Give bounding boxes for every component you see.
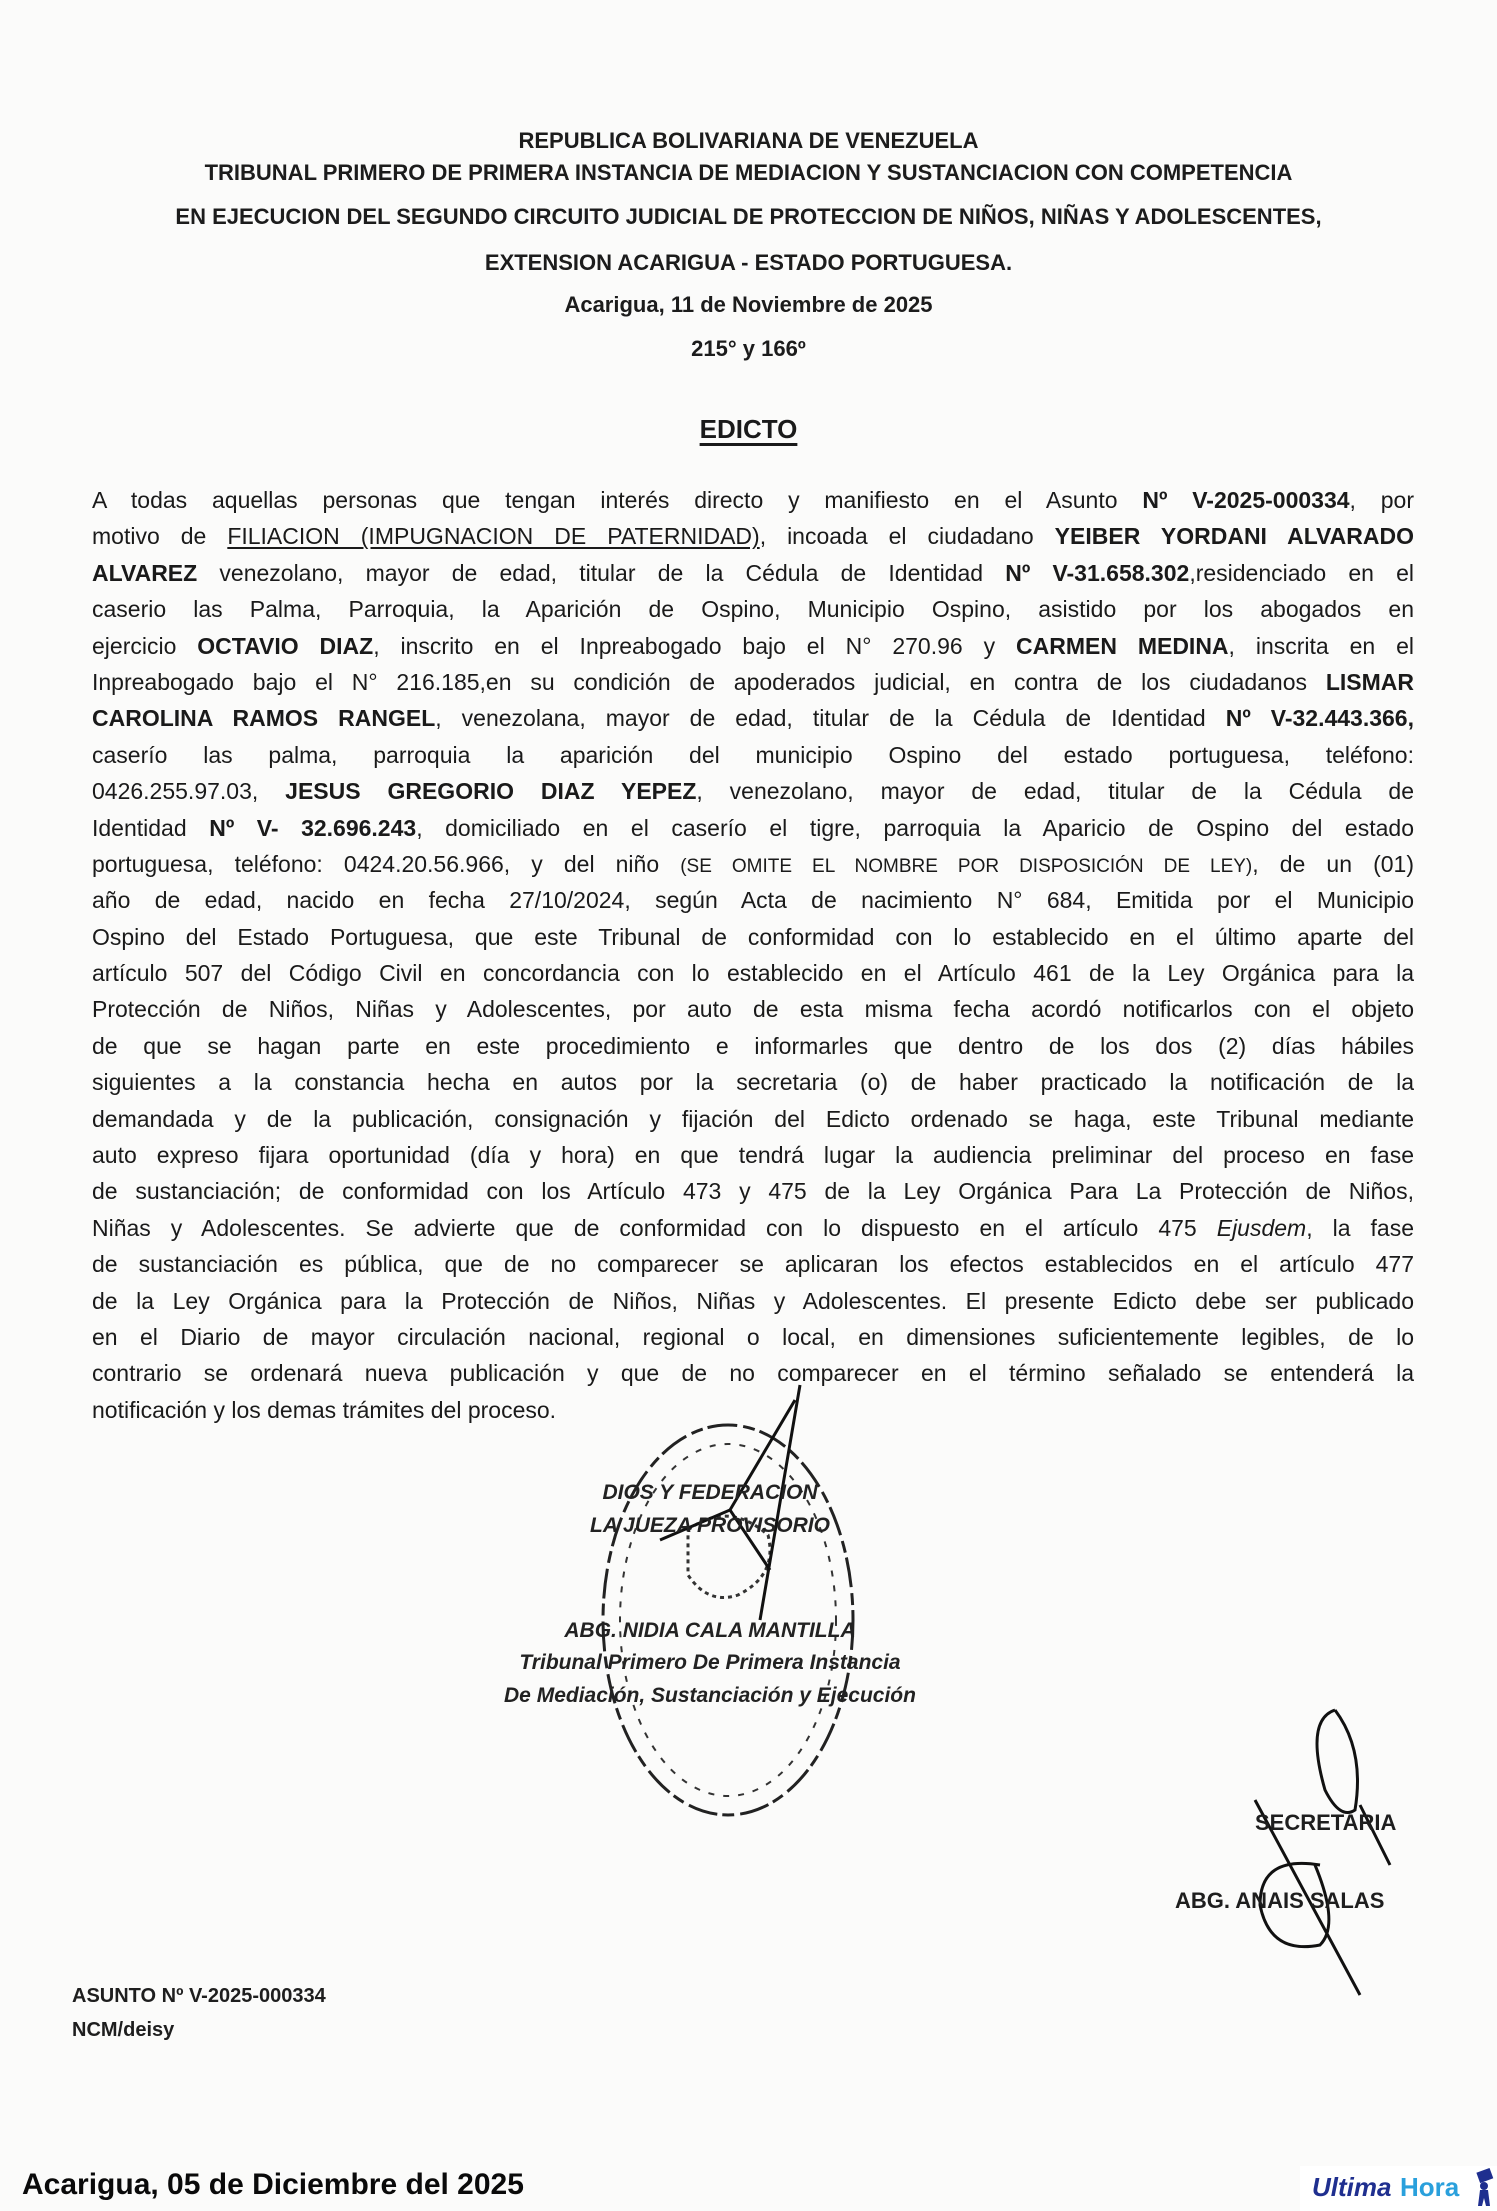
header-court-line1: TRIBUNAL PRIMERO DE PRIMERA INSTANCIA DE MEDIACION Y SUSTANCIACION CON COMPETENCIA bbox=[204, 160, 1293, 185]
footer-case-number: ASUNTO Nº V-2025-000334 bbox=[72, 1985, 326, 2007]
body-line: de que se hagan parte en este procedimiento e informarles que dentro de los dos (2) días hábiles bbox=[92, 1032, 1414, 1059]
body-line: Inpreabogado bajo el N° 216.185,en su condición de apoderados judicial, en contra de los ciudadanos LISMAR bbox=[92, 668, 1414, 695]
logo-text-hora: Hora bbox=[1400, 2172, 1460, 2202]
body-line: A todas aquellas personas que tengan interés directo y manifiesto en el Asunto Nº V-2025-000334, por bbox=[92, 487, 1414, 513]
edict-body bbox=[92, 482, 1414, 1428]
header-court-line2: EN EJECUCION DEL SEGUNDO CIRCUITO JUDICIAL DE PROTECCION DE NIÑOS, NIÑAS Y ADOLESCENTES, bbox=[175, 204, 1322, 229]
body-line: notificación y los demas trámites del proceso. bbox=[92, 1396, 557, 1423]
secretary-name: ABG. ANAIS SALAS bbox=[1175, 1888, 1385, 1913]
judge-court-line1: Tribunal Primero De Primera Instancia bbox=[519, 1651, 901, 1674]
judge-court-line2: De Mediación, Sustanciación y Ejecución bbox=[504, 1684, 916, 1707]
judge-motto: DIOS Y FEDERACION bbox=[602, 1481, 818, 1504]
body-line: auto expreso fijara oportunidad (día y hora) en que tendrá lugar la audiencia preliminar del proceso en fase bbox=[92, 1142, 1414, 1169]
body-line: 0426.255.97.03, JESUS GREGORIO DIAZ YEPEZ, venezolano, mayor de edad, titular de la Cédula de bbox=[92, 778, 1414, 805]
logo-figure-icon bbox=[1472, 2168, 1496, 2208]
lawyer-name: OCTAVIO DIAZ bbox=[197, 632, 374, 659]
body-line: Niñas y Adolescentes. Se advierte que de conformidad con lo dispuesto en el artículo 475 Ejusdem, la fase bbox=[92, 1214, 1414, 1241]
body-line: de sustanciación es pública, que de no comparecer se aplicaran los efectos establecidos en el artículo 477 bbox=[92, 1251, 1414, 1278]
body-line: año de edad, nacido en fecha 27/10/2024, según Acta de nacimiento N° 684, Emitida por el Municipio bbox=[92, 887, 1414, 914]
body-line: contrario se ordenará nueva publicación y que de no comparecer en el término señalado se entenderá la bbox=[92, 1360, 1414, 1387]
body-line: portuguesa, teléfono: 0424.20.56.966, y del niño (SE OMITE EL NOMBRE POR DISPOSICIÓN DE LEY), de un (01) bbox=[92, 850, 1414, 877]
logo-text-ultima: Ultima bbox=[1312, 2172, 1392, 2202]
body-line: demandada y de la publicación, consignación y fijación del Edicto ordenado se haga, este Tribunal mediante bbox=[92, 1105, 1414, 1132]
header-republic: REPUBLICA BOLIVARIANA DE VENEZUELA bbox=[518, 128, 979, 153]
plaintiff-name: YEIBER YORDANI ALVARADO bbox=[1054, 523, 1414, 550]
body-line: de sustanciación; de conformidad con los Artículo 473 y 475 de la Ley Orgánica Para La Protección de Niños, bbox=[92, 1178, 1414, 1205]
lawyer-name: CARMEN MEDINA bbox=[1015, 632, 1229, 659]
judge-name: ABG. NIDIA CALA MANTILLA bbox=[564, 1619, 856, 1642]
body-line: motivo de FILIACION (IMPUGNACION DE PATERNIDAD), incoada el ciudadano YEIBER YORDANI ALVARADO bbox=[92, 523, 1414, 550]
body-line: ejercicio OCTAVIO DIAZ, inscrito en el Inpreabogado bajo el N° 270.96 y CARMEN MEDINA, inscrita en el bbox=[92, 632, 1414, 659]
secretary-signature bbox=[1240, 1705, 1430, 2005]
body-line: ALVAREZ venezolano, mayor de edad, titular de la Cédula de Identidad Nº V-31.658.302,residenciado en el bbox=[92, 559, 1414, 586]
publication-date: Acarigua, 05 de Diciembre del 2025 bbox=[22, 2168, 524, 2201]
case-number: Nº V-2025-000334 bbox=[1142, 487, 1350, 513]
defendant-name: JESUS GREGORIO DIAZ YEPEZ bbox=[285, 778, 697, 805]
body-line: caserío las palma, parroquia la aparición del municipio Ospino del estado portuguesa, teléfono: bbox=[92, 741, 1414, 768]
header-years: 215° y 166º bbox=[691, 336, 806, 361]
document-title bbox=[0, 414, 1497, 445]
body-line: Identidad Nº V- 32.696.243, domiciliado en el caserío el tigre, parroquia la Aparicio de Ospino del estado bbox=[92, 814, 1414, 841]
body-line: en el Diario de mayor circulación nacional, regional o local, en dimensiones suficientemente legibles, de lo bbox=[92, 1323, 1414, 1350]
ultima-hora-logo bbox=[1300, 2166, 1497, 2211]
header-extension: EXTENSION ACARIGUA - ESTADO PORTUGUESA. bbox=[484, 250, 1013, 275]
footer-initials: NCM/deisy bbox=[72, 2019, 175, 2041]
body-line: artículo 507 del Código Civil en concordancia con lo establecido en el Artículo 461 de la Ley Orgánica para la bbox=[92, 960, 1414, 987]
case-motive: FILIACION (IMPUGNACION DE PATERNIDAD) bbox=[227, 523, 760, 550]
body-line: siguientes a la constancia hecha en autos por la secretaria (o) de haber practicado la notificación de la bbox=[92, 1069, 1414, 1096]
title-text: EDICTO bbox=[699, 414, 798, 444]
body-line: Ospino del Estado Portuguesa, que este Tribunal de conformidad con lo establecido en el último aparte del bbox=[92, 923, 1414, 950]
secretary-role: SECRETARIA bbox=[1255, 1810, 1397, 1835]
body-line: de la Ley Orgánica para la Protección de Niños, Niñas y Adolescentes. El presente Edicto debe ser publicado bbox=[92, 1287, 1414, 1314]
body-line: Protección de Niños, Niñas y Adolescentes, por auto de esta misma fecha acordó notificarlos con el objeto bbox=[92, 996, 1414, 1023]
judge-role: LA JUEZA PROVISORIO bbox=[590, 1514, 830, 1537]
body-line: CAROLINA RAMOS RANGEL, venezolana, mayor de edad, titular de la Cédula de Identidad Nº V-32.443.366, bbox=[92, 705, 1414, 732]
header-date: Acarigua, 11 de Noviembre de 2025 bbox=[564, 292, 933, 317]
defendant-name: CAROLINA RAMOS RANGEL bbox=[92, 705, 436, 732]
body-line: caserio las Palma, Parroquia, la Aparición de Ospino, Municipio Ospino, asistido por los abogados en bbox=[92, 596, 1414, 623]
